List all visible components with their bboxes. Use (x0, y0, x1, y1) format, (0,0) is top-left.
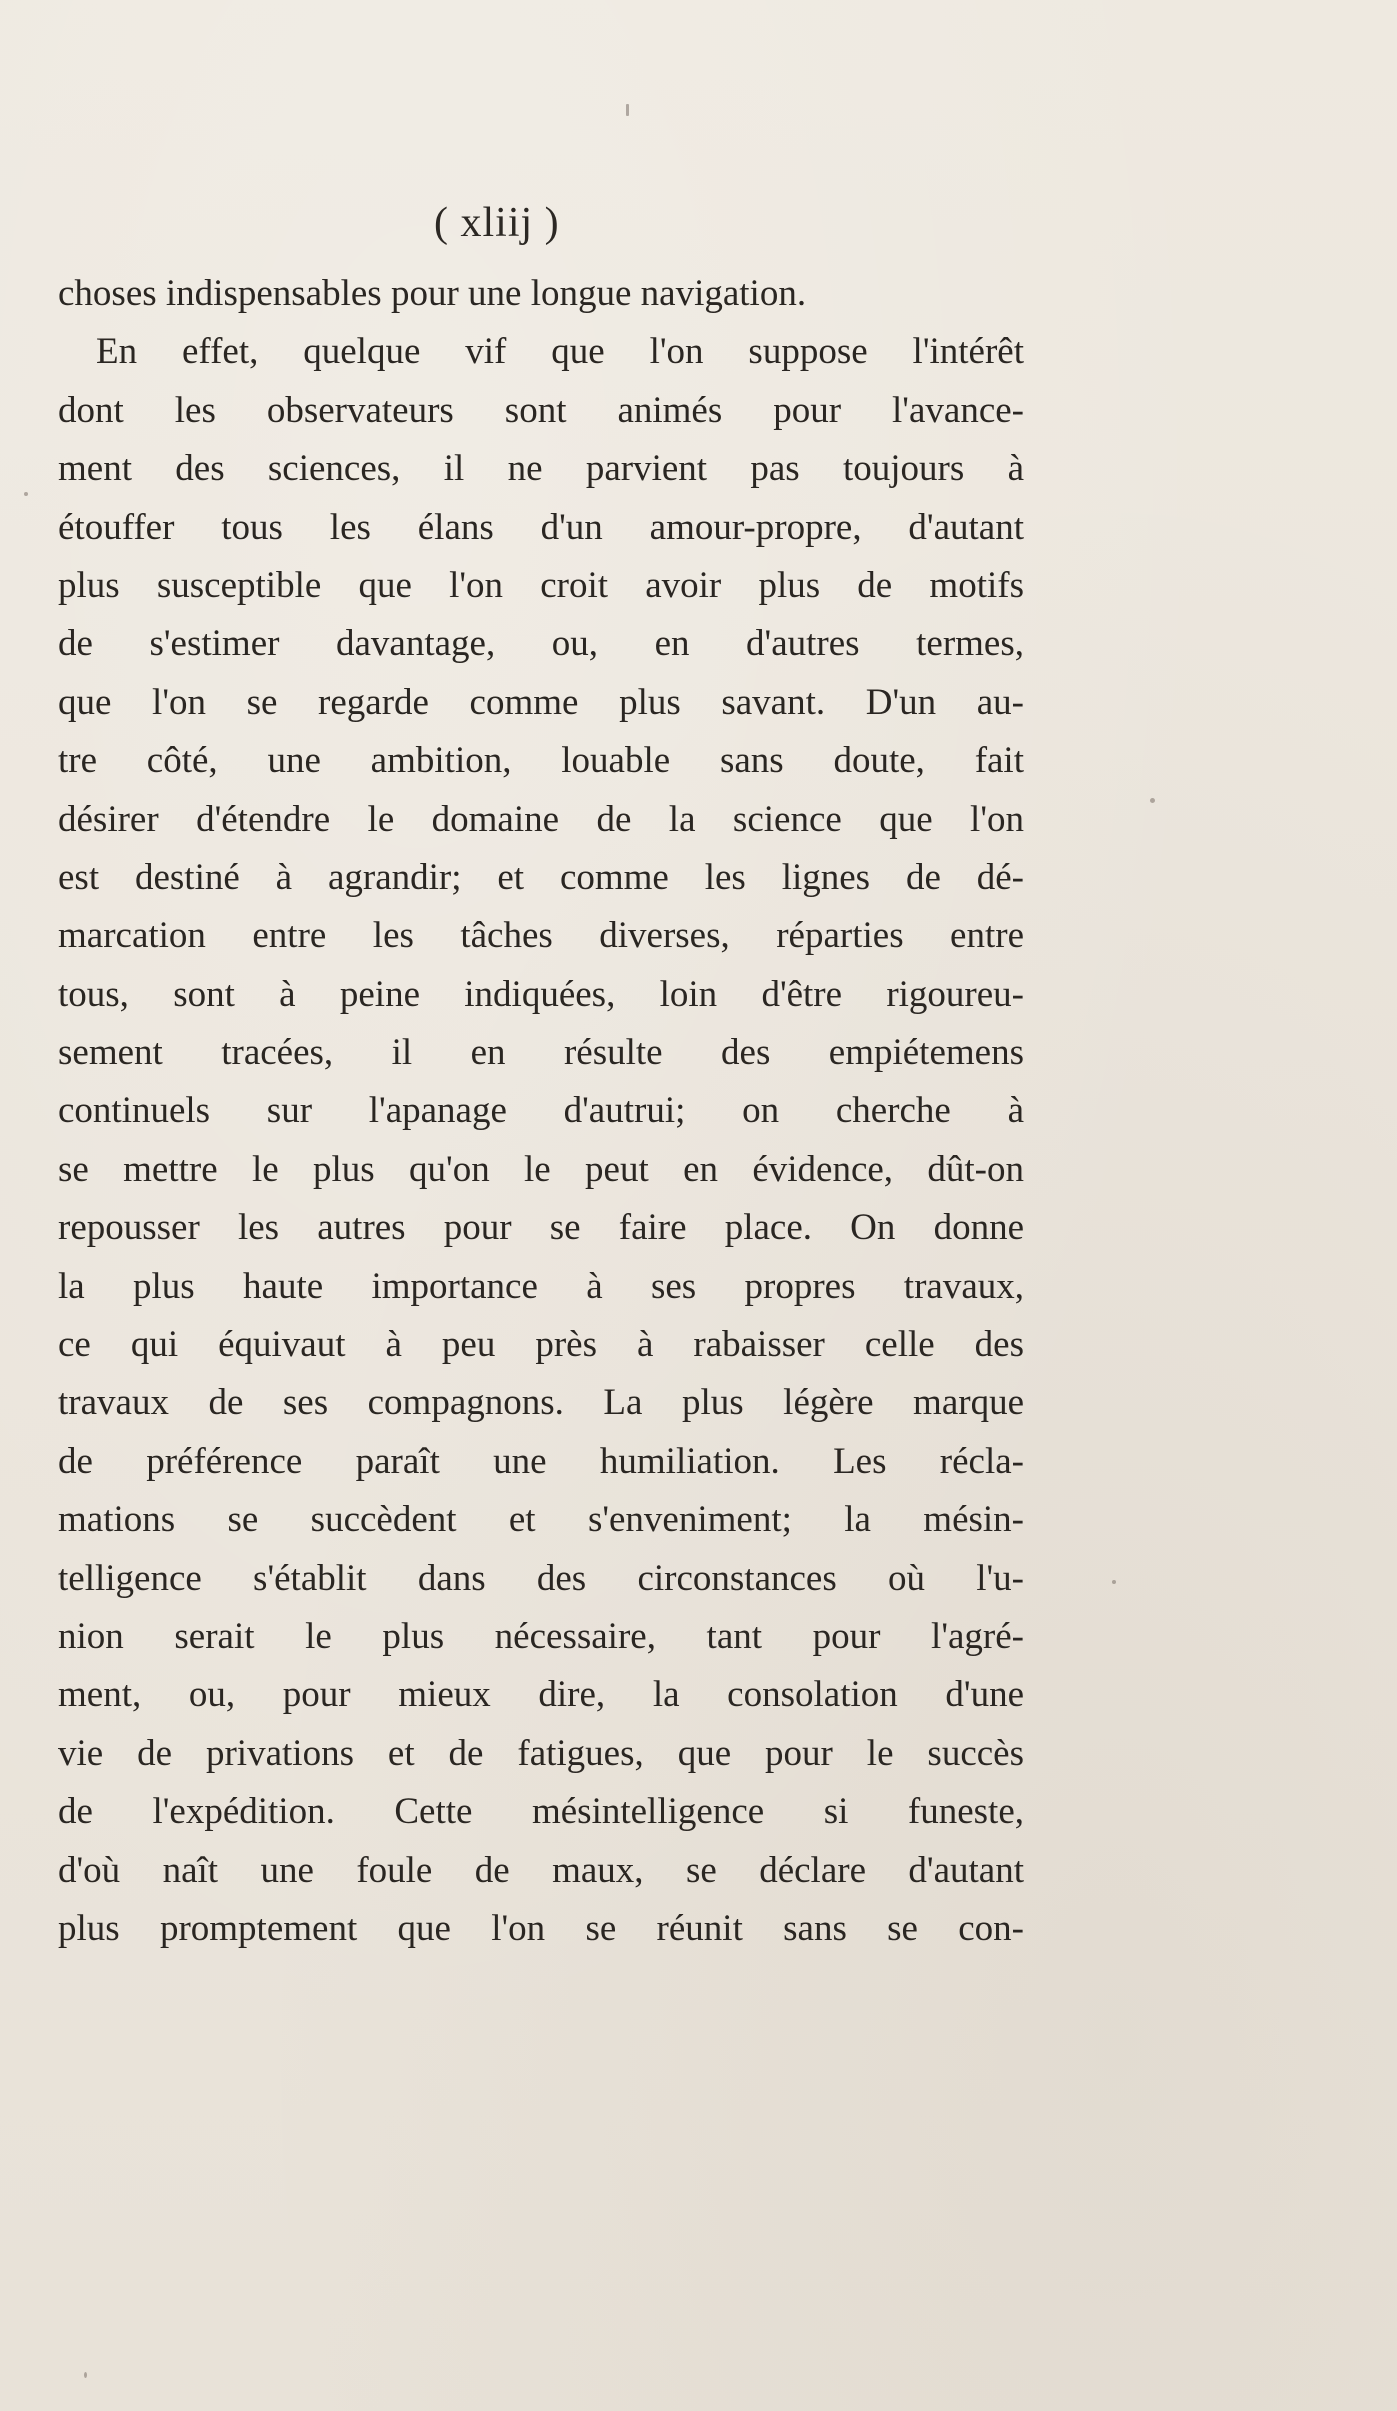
text-line: choses indispensables pour une longue navigation. (58, 273, 807, 314)
text-line: mations se succèdent et s'enveniment; la mésin- (58, 1499, 1024, 1541)
paper-speck (1112, 1580, 1116, 1584)
text-line: vie de privations et de fatigues, que pour le succès (58, 1732, 1024, 1774)
page-header (0, 193, 1397, 253)
text-line: plus promptement que l'on se réunit sans se con- (58, 1907, 1024, 1949)
text-line: tre côté, une ambition, louable sans doute, fait (58, 740, 1024, 782)
text-line: étouffer tous les élans d'un amour-propre, d'autant (58, 506, 1024, 548)
text-line: nion serait le plus nécessaire, tant pour l'agré- (58, 1615, 1024, 1657)
text-line: de s'estimer davantage, ou, en d'autres termes, (58, 623, 1024, 665)
text-line: de préférence paraît une humiliation. Les récla- (58, 1440, 1024, 1482)
text-line: telligence s'établit dans des circonstances où l'u- (58, 1557, 1024, 1599)
body-text (58, 265, 1024, 1958)
paper-speck (626, 104, 629, 116)
text-line: En effet, quelque vif que l'on suppose l'intérêt (96, 331, 1024, 373)
paper-speck (1150, 798, 1155, 803)
page-number: ( xliij ) (434, 200, 560, 246)
text-line: que l'on se regarde comme plus savant. D'un au- (58, 681, 1024, 723)
text-line: désirer d'étendre le domaine de la science que l'on (58, 798, 1024, 840)
text-line: continuels sur l'apanage d'autrui; on cherche à (58, 1090, 1024, 1132)
text-line: se mettre le plus qu'on le peut en évidence, dût-on (58, 1148, 1024, 1190)
text-line: marcation entre les tâches diverses, réparties entre (58, 915, 1024, 957)
text-line: la plus haute importance à ses propres travaux, (58, 1265, 1024, 1307)
paper-speck (84, 2372, 87, 2378)
text-line: travaux de ses compagnons. La plus légère marque (58, 1382, 1024, 1424)
text-line: d'où naît une foule de maux, se déclare d'autant (58, 1849, 1024, 1891)
text-line: ment, ou, pour mieux dire, la consolation d'une (58, 1674, 1024, 1716)
text-line: plus susceptible que l'on croit avoir plus de motifs (58, 564, 1024, 606)
text-line: de l'expédition. Cette mésintelligence si funeste, (58, 1791, 1024, 1833)
text-line: ce qui équivaut à peu près à rabaisser celle des (58, 1324, 1024, 1366)
text-line: ment des sciences, il ne parvient pas toujours à (58, 448, 1024, 490)
text-line: sement tracées, il en résulte des empiétemens (58, 1032, 1024, 1074)
text-line: est destiné à agrandir; et comme les lignes de dé- (58, 856, 1024, 898)
text-line: dont les observateurs sont animés pour l'avance- (58, 389, 1024, 431)
text-line: tous, sont à peine indiquées, loin d'être rigoureu- (58, 973, 1024, 1015)
paper-speck (24, 492, 28, 496)
text-line: repousser les autres pour se faire place. On donne (58, 1207, 1024, 1249)
